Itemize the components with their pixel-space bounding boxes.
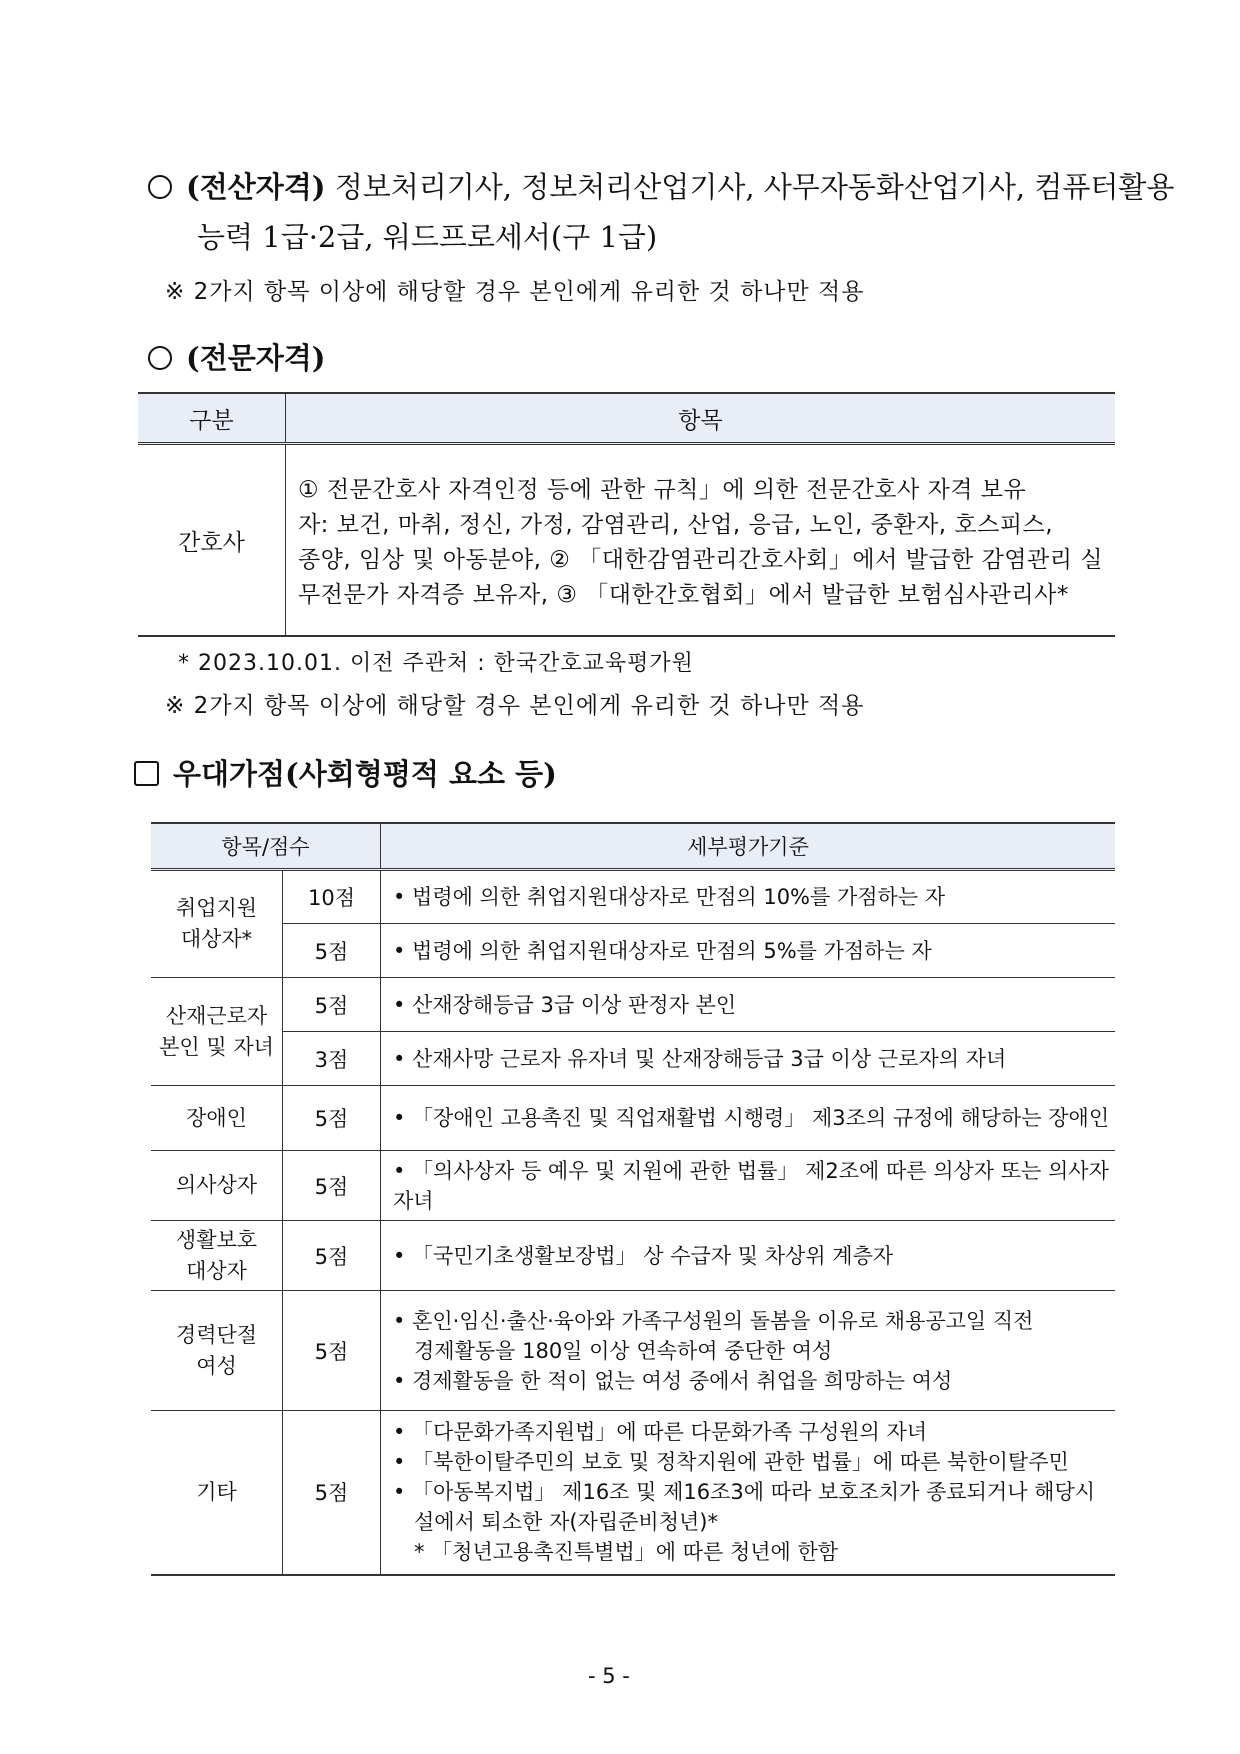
criteria: • 「장애인 고용촉진 및 직업재활법 시행령」 제3조의 규정에 해당하는 장애인 — [381, 1086, 1116, 1151]
group-label-line: 본인 및 자녀 — [159, 1034, 274, 1059]
section-text-line: 정보처리기사, 정보처리산업기사, 사무자동화산업기사, 컴퓨터활용 — [334, 170, 1175, 204]
section-title: (전문자격) — [186, 341, 326, 375]
group-label — [151, 1221, 283, 1291]
group-label-line: 경력단절 — [175, 1322, 258, 1347]
score: 5점 — [283, 1291, 381, 1411]
criteria-line: 설에서 퇴소한 자(자립준비청년)* — [414, 1510, 718, 1535]
group-label-line: 기타 — [196, 1479, 237, 1504]
group-label — [151, 1411, 283, 1575]
table-header: 구분 — [138, 393, 285, 444]
group-label-line: 취업지원 — [175, 896, 258, 920]
score: 5점 — [283, 1411, 381, 1575]
page-number: - 5 - — [588, 1664, 630, 1688]
score: 5점 — [283, 1151, 381, 1221]
criteria — [381, 1411, 1116, 1575]
content-line: ① 전문간호사 자격인정 등에 관한 규칙」에 의한 전문간호사 자격 보유 — [297, 477, 1027, 503]
note: ※ 2가지 항목 이상에 해당할 경우 본인에게 유리한 것 하나만 적용 — [165, 279, 865, 305]
group-label — [151, 1151, 283, 1221]
table-row — [151, 1032, 1115, 1086]
note: ※ 2가지 항목 이상에 해당할 경우 본인에게 유리한 것 하나만 적용 — [165, 693, 865, 719]
table-header: 세부평가기준 — [381, 823, 1116, 870]
table-row — [151, 1411, 1115, 1575]
section-professional-qualification — [148, 336, 326, 377]
group-label — [151, 1086, 283, 1151]
group-label-line: 산재근로자 — [165, 1003, 268, 1028]
score: 5점 — [283, 924, 381, 978]
table-row — [151, 924, 1115, 978]
footnote: * 2023.10.01. 이전 주관처 : 한국간호교육평가원 — [178, 651, 694, 676]
criteria-line: • 「다문화가족지원법」에 따른 다문화가족 구성원의 자녀 — [393, 1420, 928, 1445]
square-bullet-icon — [134, 761, 159, 786]
group-label — [151, 870, 283, 978]
circle-bullet-icon — [148, 346, 172, 370]
table-row — [151, 978, 1115, 1032]
table-header: 항목 — [285, 393, 1115, 444]
score: 5점 — [283, 1086, 381, 1151]
score: 10점 — [283, 870, 381, 924]
score: 5점 — [283, 978, 381, 1032]
group-label-line: 여성 — [196, 1353, 237, 1378]
section-title: 우대가점(사회형평적 요소 등) — [173, 757, 557, 791]
table-header: 항목/점수 — [151, 823, 381, 870]
table-row — [151, 1221, 1115, 1291]
section-text-line: 능력 1급·2급, 워드프로세서(구 1급) — [197, 220, 658, 254]
table-row — [151, 1291, 1115, 1411]
preferential-points-table — [151, 822, 1115, 1576]
table-row — [151, 870, 1115, 924]
section-preferential-points — [134, 752, 557, 793]
content-line: 무전문가 자격증 보유자, ③ 「대한간호협회」에서 발급한 보험심사관리사* — [297, 582, 1069, 608]
criteria-line: * 「청년고용촉진특별법」에 따른 청년에 한함 — [414, 1540, 839, 1565]
score: 5점 — [283, 1221, 381, 1291]
criteria-line: • 「아동복지법」 제16조 및 제16조3에 따라 보호조치가 종료되거나 해당시 — [393, 1480, 1096, 1505]
criteria: • 「국민기초생활보장법」 상 수급자 및 차상위 계층자 — [381, 1221, 1116, 1291]
criteria: • 산재사망 근로자 유자녀 및 산재장해등급 3급 이상 근로자의 자녀 — [381, 1032, 1116, 1086]
circle-bullet-icon — [148, 175, 172, 199]
table-row — [151, 1086, 1115, 1151]
group-label — [151, 1291, 283, 1411]
criteria-line: • 경제활동을 한 적이 없는 여성 중에서 취업을 희망하는 여성 — [393, 1368, 953, 1393]
section-title: (전산자격) — [186, 170, 326, 204]
criteria-line: • 혼인·임신·출산·육아와 가족구성원의 돌봄을 이유로 채용공고일 직전 — [393, 1308, 1034, 1333]
criteria: • 산재장해등급 3급 이상 판정자 본인 — [381, 978, 1116, 1032]
group-label-line: 대상자 — [186, 1258, 247, 1283]
group-label-line: 의사상자 — [175, 1173, 258, 1197]
group-label-line: 대상자* — [180, 927, 253, 951]
group-label-line: 생활보호 — [175, 1227, 258, 1252]
professional-qualification-table — [138, 392, 1115, 637]
row-content — [285, 444, 1115, 637]
group-label — [151, 978, 283, 1086]
criteria: • 「의사상자 등 예우 및 지원에 관한 법률」 제2조에 따른 의상자 또는 의사자 자녀 — [381, 1151, 1116, 1221]
criteria-line: 경제활동을 180일 이상 연속하여 중단한 여성 — [414, 1338, 833, 1363]
criteria-line: • 「북한이탈주민의 보호 및 정착지원에 관한 법률」에 따른 북한이탈주민 — [393, 1450, 1069, 1475]
table-row — [151, 1151, 1115, 1221]
group-label-line: 장애인 — [186, 1105, 247, 1130]
section-computing-qualification — [148, 165, 1174, 206]
row-label: 간호사 — [138, 444, 285, 637]
criteria — [381, 1291, 1116, 1411]
score: 3점 — [283, 1032, 381, 1086]
content-line: 종양, 임상 및 아동분야, ② 「대한감염관리간호사회」에서 발급한 감염관리 실 — [297, 547, 1103, 573]
criteria: • 법령에 의한 취업지원대상자로 만점의 10%를 가점하는 자 — [381, 870, 1116, 924]
criteria: • 법령에 의한 취업지원대상자로 만점의 5%를 가점하는 자 — [381, 924, 1116, 978]
content-line: 자: 보건, 마취, 정신, 가정, 감염관리, 산업, 응급, 노인, 중환자, 호스피스, — [297, 512, 1054, 538]
